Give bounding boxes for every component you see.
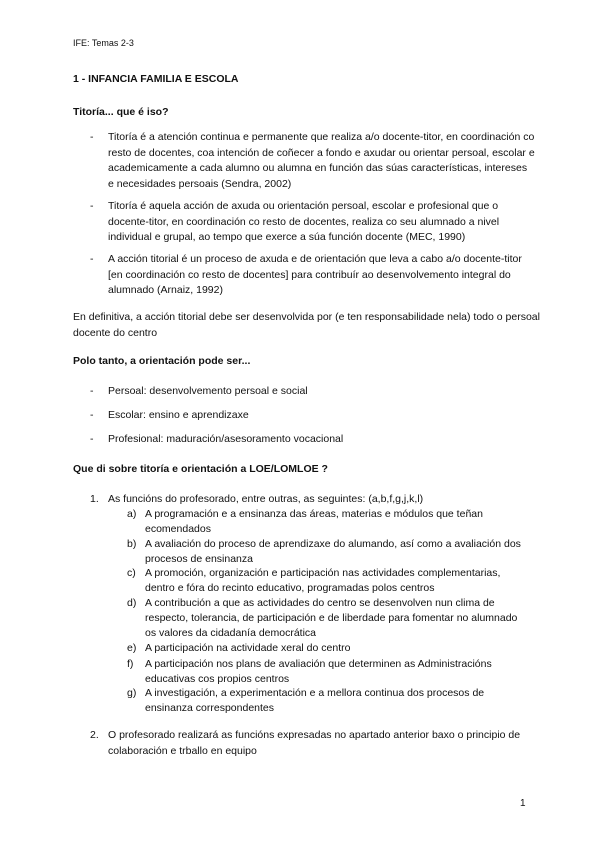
sub-item-text: A participación na actividade xeral do centro bbox=[145, 642, 351, 654]
bullet-marker: - bbox=[90, 409, 94, 421]
item-number: 1. bbox=[90, 493, 99, 505]
section2-heading: Polo tanto, a orientación pode ser... bbox=[73, 355, 251, 367]
item-text: O profesorado realizará as funcións expresadas no apartado anterior baxo o principio de colaboración e trballo en equipo bbox=[108, 729, 521, 757]
numbered-item bbox=[90, 492, 540, 508]
item-text: As funcións do profesorado, entre outras, as seguintes: (a,b,f,g,j,k,l) bbox=[108, 493, 424, 505]
bullet-text: Persoal: desenvolvemento persoal e social bbox=[108, 385, 308, 397]
page-header: IFE: Temas 2-3 bbox=[73, 38, 134, 48]
section-title: 1 - INFANCIA FAMILIA E ESCOLA bbox=[73, 73, 239, 85]
section1-conclusion: En definitiva, a acción titorial debe ser desenvolvida por (e ten responsabilidade nela) todo o persoal docente do centro bbox=[73, 311, 540, 339]
sub-item-marker: d) bbox=[127, 597, 137, 609]
sub-item bbox=[127, 566, 527, 596]
bullet-text: Titoría é a atención continua e permanente que realiza a/o docente-titor, en coordinación co resto de docentes, coa intención de coñecer a fondo e axudar ou orientar persoal, escolar e academicamente a cada alumno ou alumna en función das súas características, intereses e necesidades persoais (Sendra, 2002) bbox=[108, 131, 535, 190]
bullet-text: A acción titorial é un proceso de axuda e de orientación que leva a cabo a/o docente-titor [en coordinación co resto de docentes] para contribuír ao desenvolvemento integral do alumnado (Arnaiz, 1992) bbox=[108, 253, 522, 296]
sub-item-text: A programación e a ensinanza das áreas, materias e módulos que teñan ecomendados bbox=[145, 508, 483, 535]
item-number: 2. bbox=[90, 729, 99, 741]
bullet-text: Titoría é aquela acción de axuda ou orientación persoal, escolar e profesional que o docente-titor, en coordinación co resto de docentes, realiza co seu alumnado a nivel individual e grupal, ao tempo que exerce a súa función docente (MEC, 1990) bbox=[108, 200, 500, 243]
section1-bullet bbox=[90, 199, 535, 246]
sub-item-text: A investigación, a experimentación e a mellora continua dos procesos de ensinanza correspondentes bbox=[145, 687, 485, 714]
section1-bullet bbox=[90, 130, 535, 192]
sub-item bbox=[127, 686, 527, 716]
bullet-marker: - bbox=[90, 433, 94, 445]
sub-item bbox=[127, 507, 527, 537]
section2-bullet bbox=[90, 384, 535, 400]
sub-item-text: A contribución a que as actividades do centro se desenvolven nun clima de respecto, tolerancia, de participación e de liberdade para fomentar no alumnado os valores da cidadanía democrática bbox=[145, 597, 518, 639]
bullet-marker: - bbox=[90, 131, 94, 143]
sub-item bbox=[127, 596, 527, 641]
bullet-marker: - bbox=[90, 385, 94, 397]
section1-bullet bbox=[90, 252, 535, 299]
sub-item-marker: a) bbox=[127, 508, 137, 520]
sub-item bbox=[127, 657, 527, 687]
sub-item bbox=[127, 641, 527, 656]
page-number: 1 bbox=[520, 798, 526, 809]
section2-bullet bbox=[90, 432, 535, 448]
section3-heading: Que di sobre titoría e orientación a LOE/LOMLOE ? bbox=[73, 463, 328, 475]
sub-item bbox=[127, 537, 527, 567]
sub-item-marker: g) bbox=[127, 687, 137, 699]
sub-item-text: A avaliación do proceso de aprendizaxe do alumando, así como a avaliación dos procesos de ensinanza bbox=[145, 538, 521, 565]
numbered-item bbox=[90, 728, 540, 759]
sub-item-marker: b) bbox=[127, 538, 137, 550]
bullet-marker: - bbox=[90, 200, 94, 212]
bullet-text: Profesional: maduración/asesoramento vocacional bbox=[108, 433, 344, 445]
sub-item-marker: c) bbox=[127, 567, 136, 579]
sub-item-text: A promoción, organización e participación nas actividades complementarias, dentro e fóra do recinto educativo, programadas polos centros bbox=[145, 567, 501, 594]
sub-item-marker: f) bbox=[127, 658, 134, 670]
sub-item-marker: e) bbox=[127, 642, 137, 654]
section1-heading: Titoría... que é iso? bbox=[73, 106, 169, 118]
bullet-marker: - bbox=[90, 253, 94, 265]
bullet-text: Escolar: ensino e aprendizaxe bbox=[108, 409, 249, 421]
section2-bullet bbox=[90, 408, 535, 424]
sub-item-text: A participación nos plans de avaliación que determinen as Administracións educativas cos propios centros bbox=[145, 658, 492, 685]
